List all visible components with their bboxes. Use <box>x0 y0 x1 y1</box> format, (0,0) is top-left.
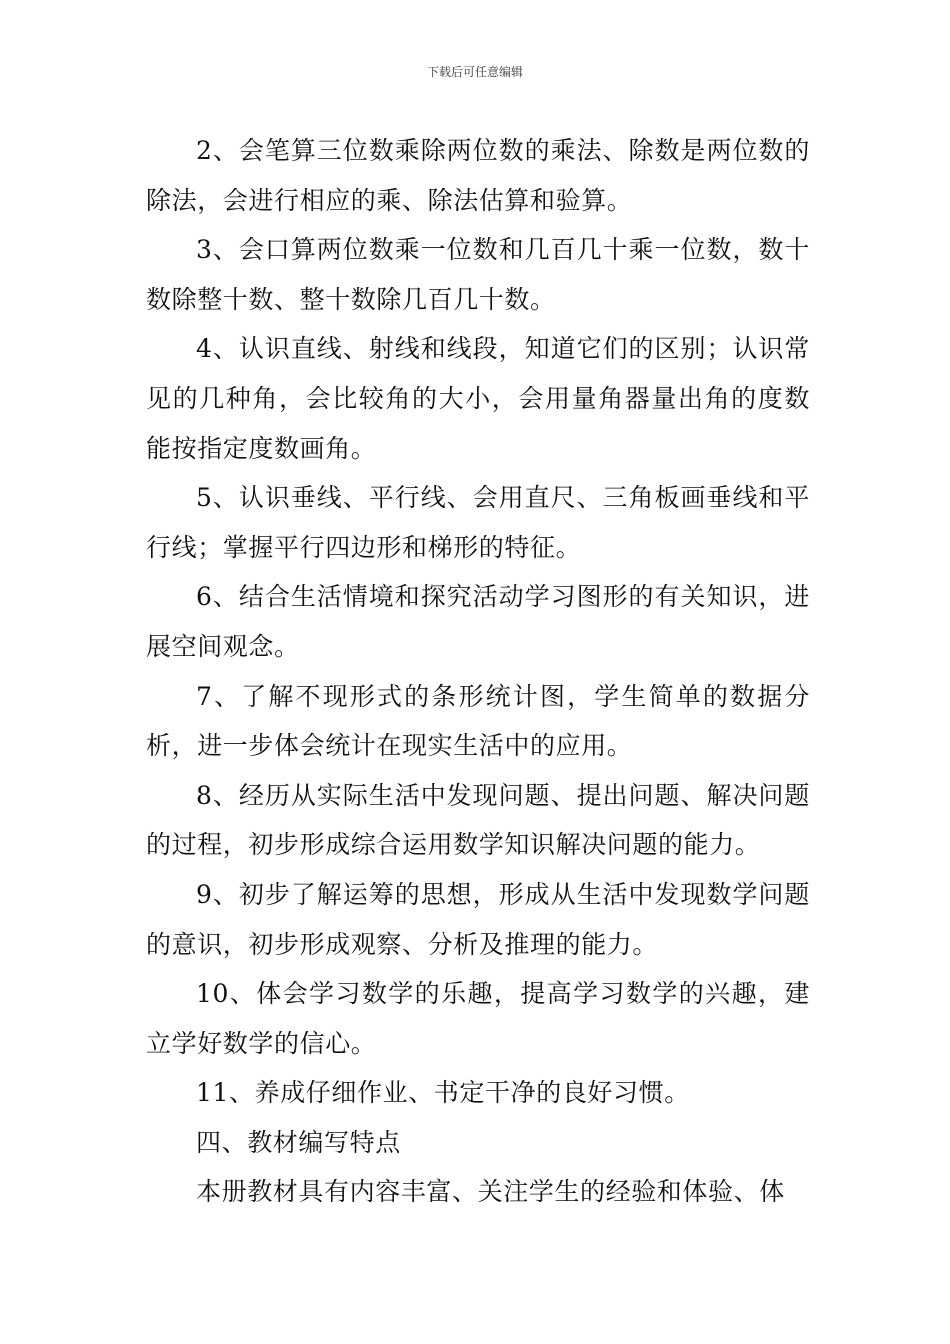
paragraph-item-11: 11、养成仔细作业、书定干净的良好习惯。 <box>196 1078 690 1108</box>
section-heading: 四、教材编写特点 <box>196 1127 401 1157</box>
paragraph-item-5: 5、认识垂线、平行线、会用直尺、三角板画垂线和平行线；掌握平行四边形和梯形的特征。 <box>146 483 810 562</box>
paragraph-item-4: 4、认识直线、射线和线段，知道它们的区别；认识常见的几种角，会比较角的大小，会用量角器量出角的度数能按指定度数画角。 <box>146 334 810 463</box>
page-header: 下载后可任意编辑 <box>426 65 523 79</box>
paragraph-item-7: 7、了解不现形式的条形统计图，学生简单的数据分析，进一步体会统计在现实生活中的应用。 <box>146 681 810 761</box>
paragraph-item-6: 6、结合生活情境和探究活动学习图形的有关知识，进展空间观念。 <box>146 582 810 661</box>
paragraph-intro: 本册教材具有内容丰富、关注学生的经验和体验、体 <box>196 1177 785 1207</box>
paragraph-item-2: 2、会笔算三位数乘除两位数的乘法、除数是两位数的除法，会进行相应的乘、除法估算和验算。 <box>146 136 810 215</box>
paragraph-item-8: 8、经历从实际生活中发现问题、提出问题、解决问题的过程，初步形成综合运用数学知识解决问题的能力。 <box>146 780 810 860</box>
paragraph-item-10: 10、体会学习数学的乐趣，提高学习数学的兴趣，建立学好数学的信心。 <box>146 979 810 1058</box>
document-body <box>146 126 810 1217</box>
paragraph-item-3: 3、会口算两位数乘一位数和几百几十乘一位数，数十数除整十数、整十数除几百几十数。 <box>146 235 810 314</box>
paragraph-item-9: 9、初步了解运筹的思想，形成从生活中发现数学问题的意识，初步形成观察、分析及推理的能力。 <box>146 879 810 959</box>
